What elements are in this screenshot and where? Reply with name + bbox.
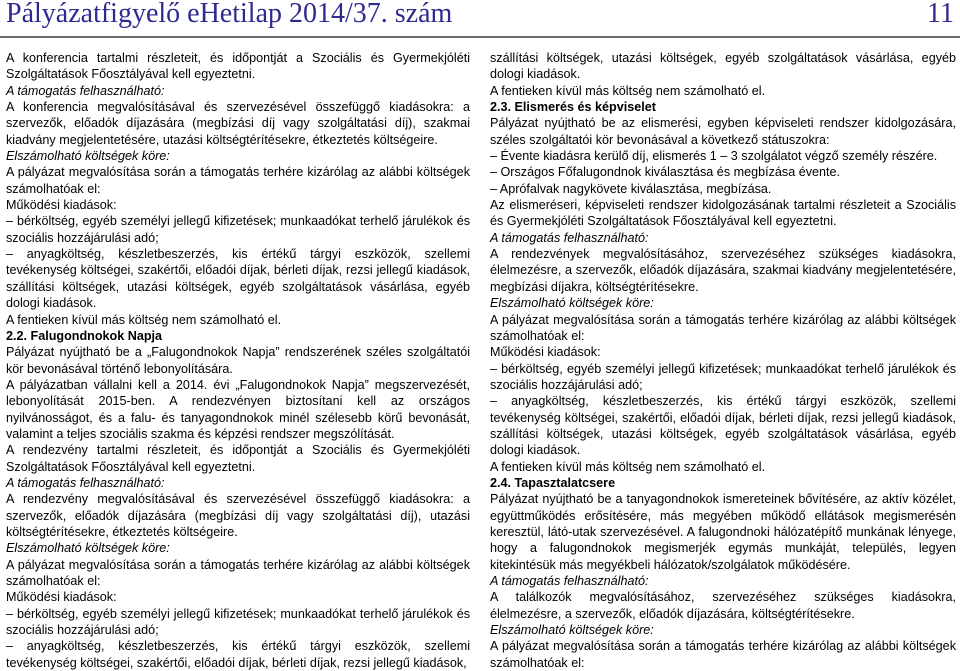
paragraph: Az elismeréseri, képviseleti rendszer kidolgozásának tartalmi részleteit a Szociális és Gyermekjóléti Szolgáltatások Főosztályával kell egyeztetni. [490, 198, 956, 229]
paragraph: A pályázat megvalósítása során a támogatás terhére kizárólag az alábbi költségek számolhatóak el: [6, 557, 470, 588]
paragraph: A rendezvények megvalósításához, szervezéséhez szükséges kiadásokra, élelmezésre, a szervezők, előadók díjazására, szakmai kiadvány megjelentetésére, megbízási díjakra, költségtérítésekre. [490, 247, 956, 294]
page-number: 11 [927, 0, 954, 29]
paragraph: Működési kiadások: [490, 345, 601, 360]
paragraph: A pályázat megvalósítása során a támogatás terhére kizárólag az alábbi költségek számolhatóak el: [490, 639, 956, 670]
publication-title: Pályázatfigyelő eHetilap 2014/37. szám [6, 0, 453, 29]
paragraph: A fentieken kívül más költség nem számolható el. [490, 459, 766, 474]
paragraph: A fentieken kívül más költség nem számolható el. [6, 312, 282, 327]
paragraph: A rendezvény tartalmi részleteit, és időpontját a Szociális és Gyermekjóléti Szolgáltatások Főosztályával kell egyeztetni. [6, 443, 470, 474]
subheading: A támogatás felhasználható: [490, 574, 649, 588]
paragraph: A rendezvény megvalósításával és szervezésével összefüggő kiadásokra: a szervezők, előadók díjazására (megbízási díj vagy szolgáltatási díj), utazási költségtérítésekre, étkeztetés költségeire. [6, 492, 470, 539]
paragraph: A pályázatban vállalni kell a 2014. évi „Falugondnokok Napja” megszervezését, lebonyolítását 2015-ben. A rendezvényen biztosítani kell az országos nyilvánosságot, és a falu- és tanyagondnokok minél szélesebb körű bevonását, valamint a teljes szociális szakma és képzési rendszer megszólítását. [6, 377, 470, 441]
paragraph: – anyagköltség, készletbeszerzés, kis értékű tárgyi eszközök, szellemi tevékenység költségei, szakértői, előadói díjak, bérleti díjak, rezsi jellegű kiadások, szállítási költségek, utazási költségek, egyéb szolgáltatások vásárlása, egyéb dologi kiadások. [490, 394, 956, 458]
subheading: A támogatás felhasználható: [6, 475, 165, 490]
page-header [0, 0, 960, 38]
section-heading: 2.3. Elismerés és képviselet [490, 100, 656, 115]
section-heading: 2.4. Tapasztalatcsere [490, 475, 616, 490]
paragraph: A találkozók megvalósításához, szervezéséhez szükséges kiadásokra, élelmezésre, a szervezők, előadók díjazására, költségtérítésekre. [490, 590, 956, 621]
paragraph: A konferencia megvalósításával és szervezésével összefüggő kiadásokra: a szervezők, előadók díjazására (megbízási díj vagy szolgáltatási díj), szakmai kiadvány megjelentetésére, utazási költségtérítésekre, étkeztetés költségeire. [6, 100, 470, 147]
section-heading: 2.2. Falugondnokok Napja [6, 328, 163, 343]
paragraph: szállítási költségek, utazási költségek, egyéb szolgáltatások vásárlása, egyéb dologi kiadások. [490, 51, 956, 82]
paragraph: Működési kiadások: [6, 198, 117, 213]
paragraph: Működési kiadások: [6, 590, 117, 605]
left-column [6, 50, 470, 671]
subheading: Elszámolható költségek köre: [6, 149, 170, 164]
paragraph: – Évente kiadásra kerülő díj, elismerés 1 – 3 szolgálatot végző személy részére. [490, 149, 938, 164]
paragraph: A konferencia tartalmi részleteit, és időpontját a Szociális és Gyermekjóléti Szolgáltatások Főosztályával kell egyeztetni. [6, 51, 470, 82]
subheading: A támogatás felhasználható: [490, 230, 649, 245]
subheading: Elszámolható költségek köre: [6, 541, 170, 556]
paragraph: – bérköltség, egyéb személyi jellegű kifizetések; munkaadókat terhelő járulékok és szociális hozzájárulási adó; [6, 214, 470, 245]
paragraph: – anyagköltség, készletbeszerzés, kis értékű tárgyi eszközök, szellemi tevékenység költségei, szakértői, előadói díjak, bérleti díjak, rezsi jellegű kiadások, szállítási költségek, utazási költségek, egyéb szolgáltatások vásárlása, egyéb dologi kiadások. [6, 247, 470, 311]
paragraph: – bérköltség, egyéb személyi jellegű kifizetések; munkaadókat terhelő járulékok és szociális hozzájárulási adó; [6, 606, 470, 638]
paragraph: Pályázat nyújtható be a „Falugondnokok Napja” rendszerének széles szolgáltatói kör bevonásával történő lebonyolítására. [6, 345, 470, 376]
paragraph: – bérköltség, egyéb személyi jellegű kifizetések; munkaadókat terhelő járulékok és szociális hozzájárulási adó; [490, 361, 956, 392]
paragraph: A fentieken kívül más költség nem számolható el. [490, 83, 766, 98]
paragraph: – Aprófalvak nagykövete kiválasztása, megbízása. [490, 181, 772, 196]
paragraph: A pályázat megvalósítása során a támogatás terhére kizárólag az alábbi költségek számolhatóak el: [6, 165, 470, 196]
paragraph: A pályázat megvalósítása során a támogatás terhére kizárólag az alábbi költségek számolhatóak el: [490, 312, 956, 343]
paragraph: – Országos Főfalugondnok kiválasztása és megbízása évente. [490, 165, 841, 180]
subheading: A támogatás felhasználható: [6, 83, 165, 98]
paragraph: Pályázat nyújtható be az elismerési, egyben képviseleti rendszer kidolgozására, széles szolgáltatói kör bevonásával a következő státuszokra: [490, 116, 956, 147]
paragraph: Pályázat nyújtható be a tanyagondnokok ismereteinek bővítésére, az aktív közélet, együttműködés erősítésére, más megyében működő ellátások megismerésén keresztül, látó-utak szervezésével. A falugondnoki hálózatépítő munkának lényege, hogy a falugondnokok megismerjék egymás munkáját, település, legyen kitekintésük más megyékbeli hálózatok/szolgálatok működésére. [490, 492, 956, 572]
subheading: Elszámolható költségek köre: [490, 623, 654, 638]
paragraph: – anyagköltség, készletbeszerzés, kis értékű tárgyi eszközök, szellemi tevékenység költségei, szakértői, előadói díjak, bérleti díjak, rezsi jellegű kiadások, [6, 639, 470, 670]
right-column [490, 50, 956, 671]
subheading: Elszámolható költségek köre: [490, 296, 654, 311]
